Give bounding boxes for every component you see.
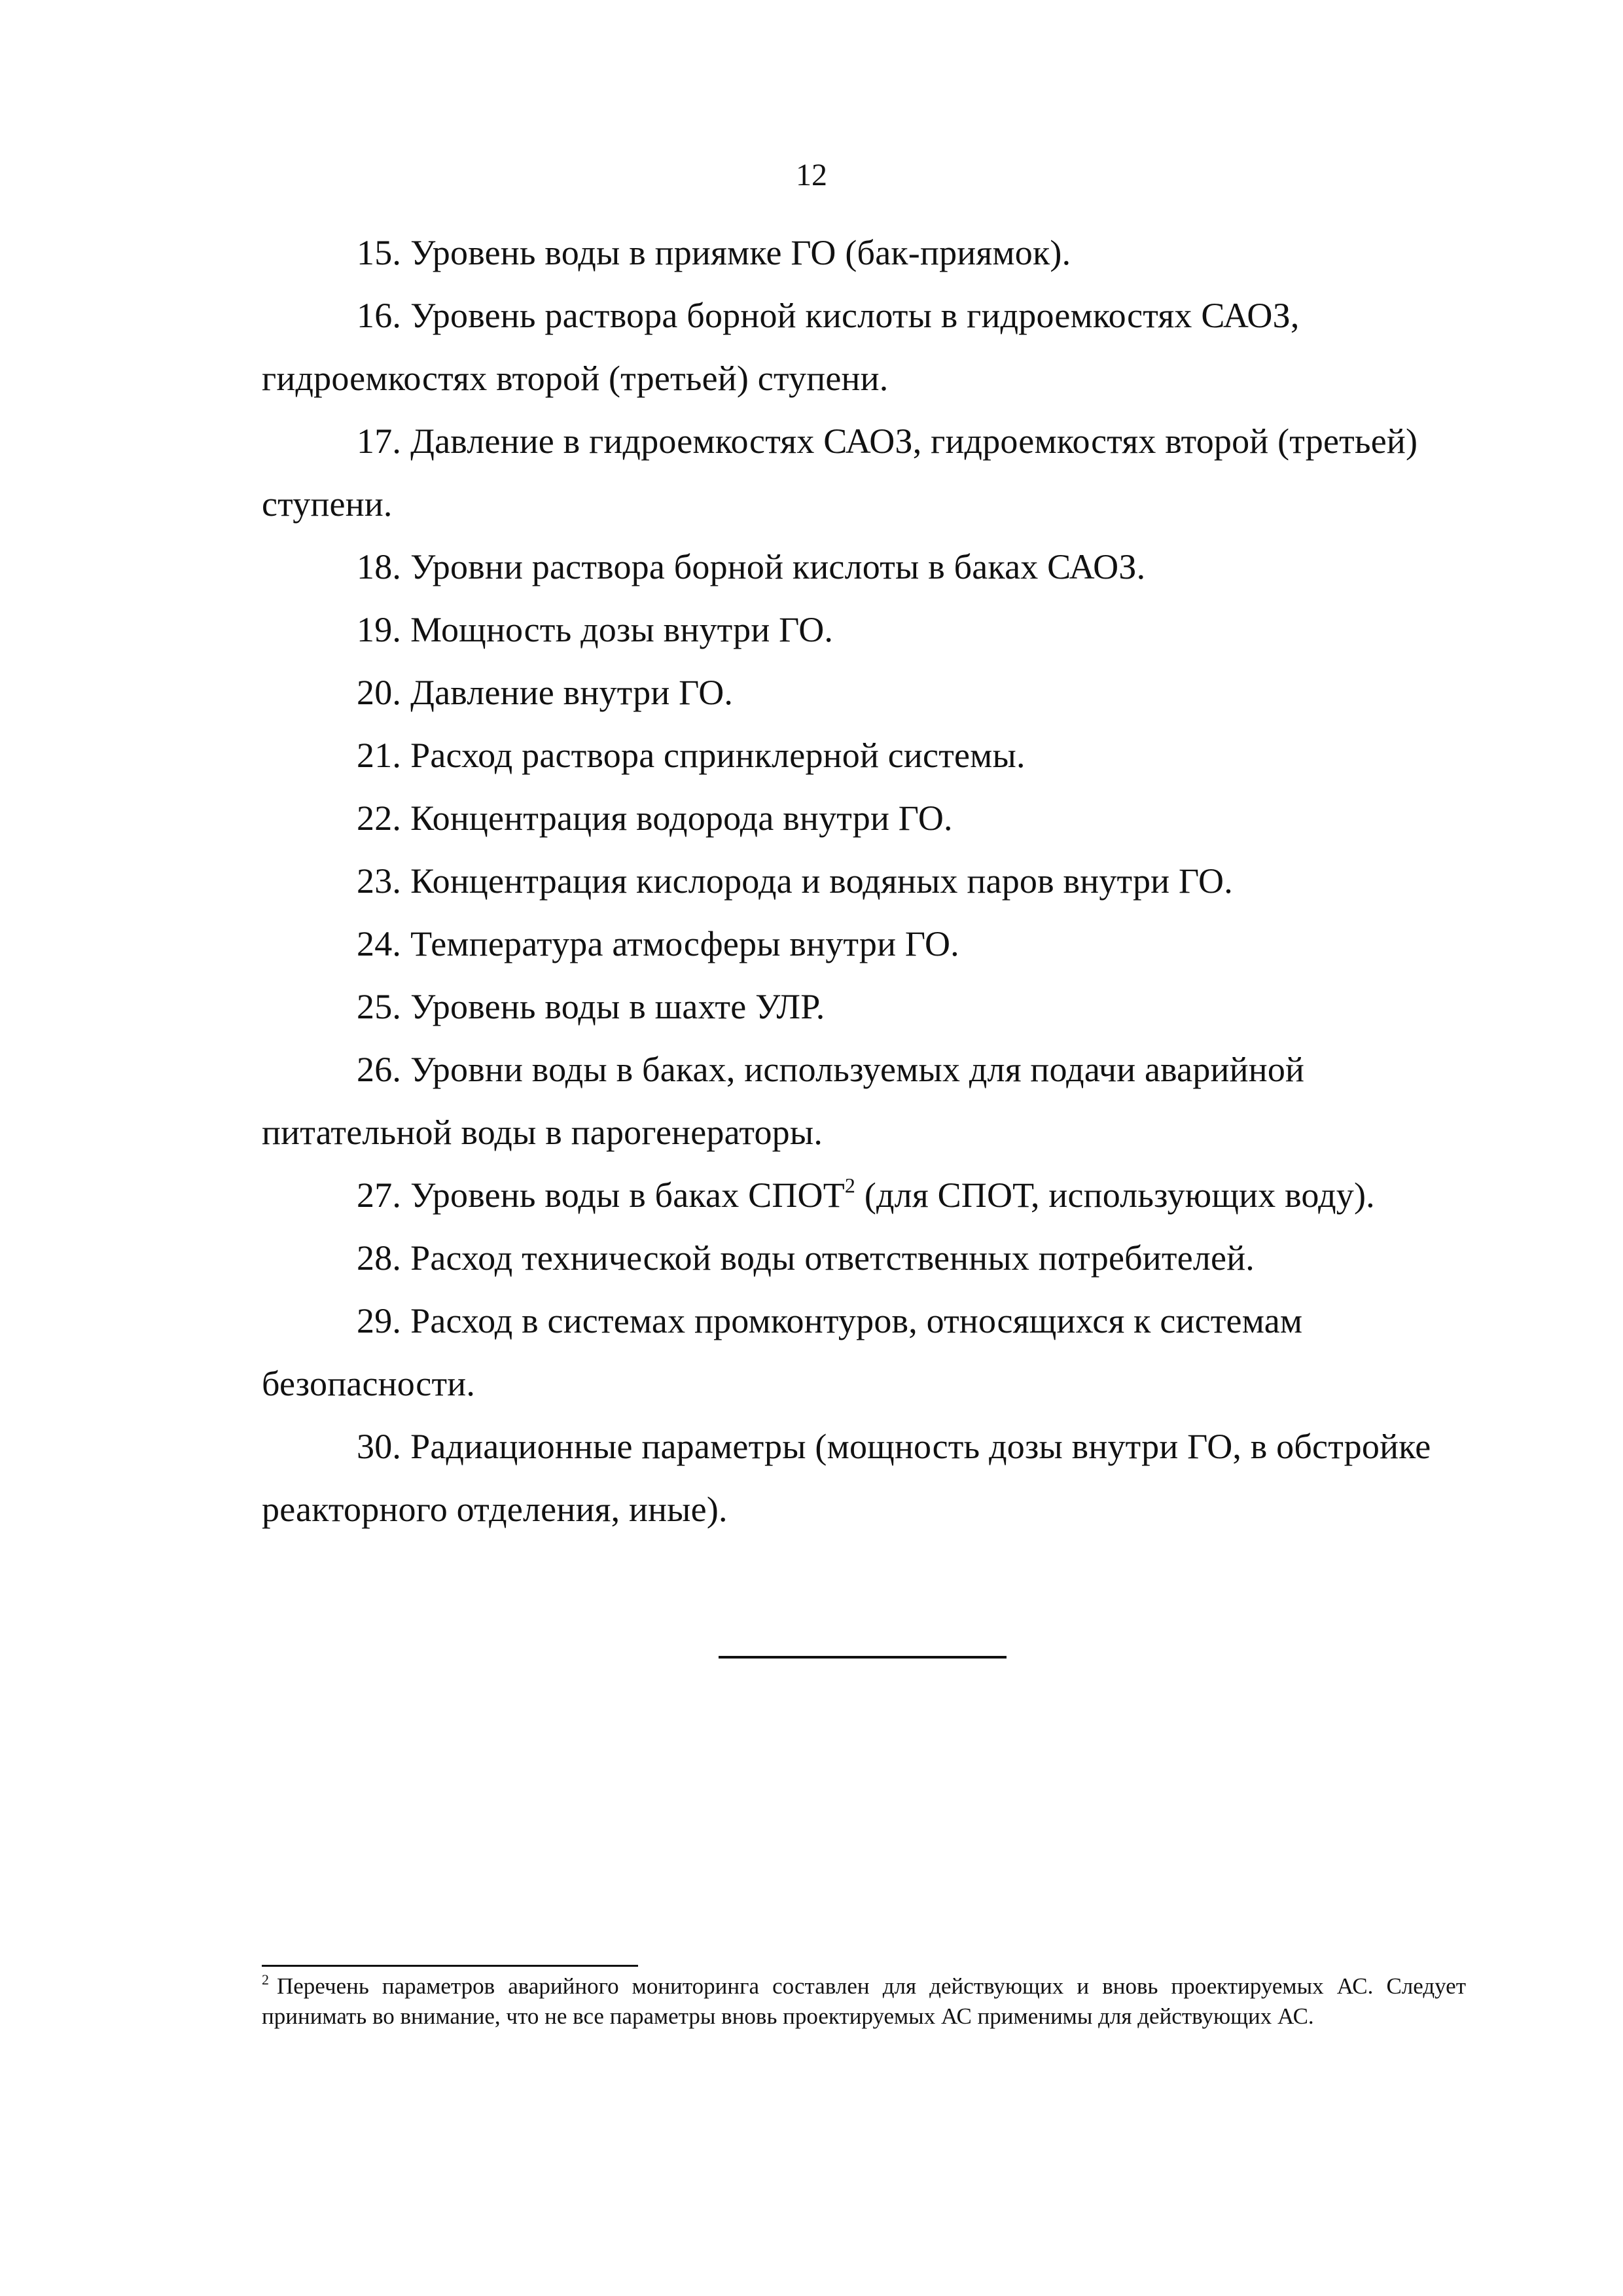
item-text: Давление в гидроемкостях САОЗ, гидроемкостях второй (третьей) ступени. bbox=[262, 422, 1418, 524]
footnote bbox=[262, 1971, 1466, 2032]
item-number: 15. bbox=[357, 233, 402, 272]
list-item bbox=[262, 975, 1433, 1038]
item-number: 29. bbox=[357, 1301, 402, 1340]
item-text: Концентрация водорода внутри ГО. bbox=[410, 798, 953, 838]
list-item bbox=[262, 284, 1433, 410]
item-text: Расход технической воды ответственных потребителей. bbox=[410, 1238, 1255, 1278]
list-item bbox=[262, 1227, 1433, 1289]
item-text: Уровень воды в приямке ГО (бак-приямок). bbox=[410, 233, 1071, 272]
parameter-list bbox=[262, 221, 1433, 1541]
item-number: 28. bbox=[357, 1238, 402, 1278]
list-item bbox=[262, 912, 1433, 975]
item-text-continued: (для СПОТ, использующих воду). bbox=[855, 1175, 1375, 1215]
item-number: 25. bbox=[357, 987, 402, 1026]
item-number: 17. bbox=[357, 422, 402, 461]
item-text: Уровень воды в баках СПОТ bbox=[410, 1175, 845, 1215]
item-text: Уровень воды в шахте УЛР. bbox=[410, 987, 825, 1026]
item-number: 27. bbox=[357, 1175, 402, 1215]
list-item bbox=[262, 1415, 1433, 1541]
item-number: 30. bbox=[357, 1427, 402, 1466]
item-number: 19. bbox=[357, 610, 402, 649]
list-item bbox=[262, 724, 1433, 787]
item-text: Температура атмосферы внутри ГО. bbox=[410, 924, 959, 963]
page-number: 12 bbox=[796, 158, 827, 192]
item-text: Концентрация кислорода и водяных паров внутри ГО. bbox=[410, 861, 1233, 901]
item-number: 26. bbox=[357, 1050, 402, 1089]
list-item bbox=[262, 535, 1433, 598]
footnote-text: Перечень параметров аварийного мониторинга составлен для действующих и вновь проектируемых АС. Следует принимать во внимание, что не все параметры вновь проектируемых АС применимы для действующих АС. bbox=[262, 1973, 1466, 2029]
list-item bbox=[262, 221, 1433, 284]
footnote-mark: 2 bbox=[262, 1971, 269, 1988]
item-text: Уровни воды в баках, используемых для подачи аварийной питательной воды в парогенераторы. bbox=[262, 1050, 1305, 1152]
list-item bbox=[262, 850, 1433, 912]
item-text: Мощность дозы внутри ГО. bbox=[410, 610, 834, 649]
item-text: Давление внутри ГО. bbox=[410, 673, 734, 712]
footnote-reference: 2 bbox=[844, 1174, 856, 1197]
item-number: 18. bbox=[357, 547, 402, 586]
item-number: 23. bbox=[357, 861, 402, 901]
item-number: 24. bbox=[357, 924, 402, 963]
item-number: 20. bbox=[357, 673, 402, 712]
list-item bbox=[262, 598, 1433, 661]
footnote-divider bbox=[262, 1965, 638, 1967]
list-item bbox=[262, 1289, 1433, 1415]
item-text: Радиационные параметры (мощность дозы внутри ГО, в обстройке реакторного отделения, иные). bbox=[262, 1427, 1431, 1529]
list-item bbox=[262, 1038, 1433, 1164]
item-text: Уровни раствора борной кислоты в баках САОЗ. bbox=[410, 547, 1146, 586]
item-text: Расход раствора спринклерной системы. bbox=[410, 736, 1026, 775]
item-number: 22. bbox=[357, 798, 402, 838]
item-number: 16. bbox=[357, 296, 402, 335]
item-text: Уровень раствора борной кислоты в гидроемкостях САОЗ, гидроемкостях второй (третьей) ступени. bbox=[262, 296, 1300, 398]
list-item bbox=[262, 787, 1433, 850]
list-item bbox=[262, 410, 1433, 535]
end-of-text-divider bbox=[719, 1656, 1007, 1659]
item-text: Расход в системах промконтуров, относящихся к системам безопасности. bbox=[262, 1301, 1303, 1403]
list-item bbox=[262, 1164, 1433, 1227]
list-item bbox=[262, 661, 1433, 724]
item-number: 21. bbox=[357, 736, 402, 775]
